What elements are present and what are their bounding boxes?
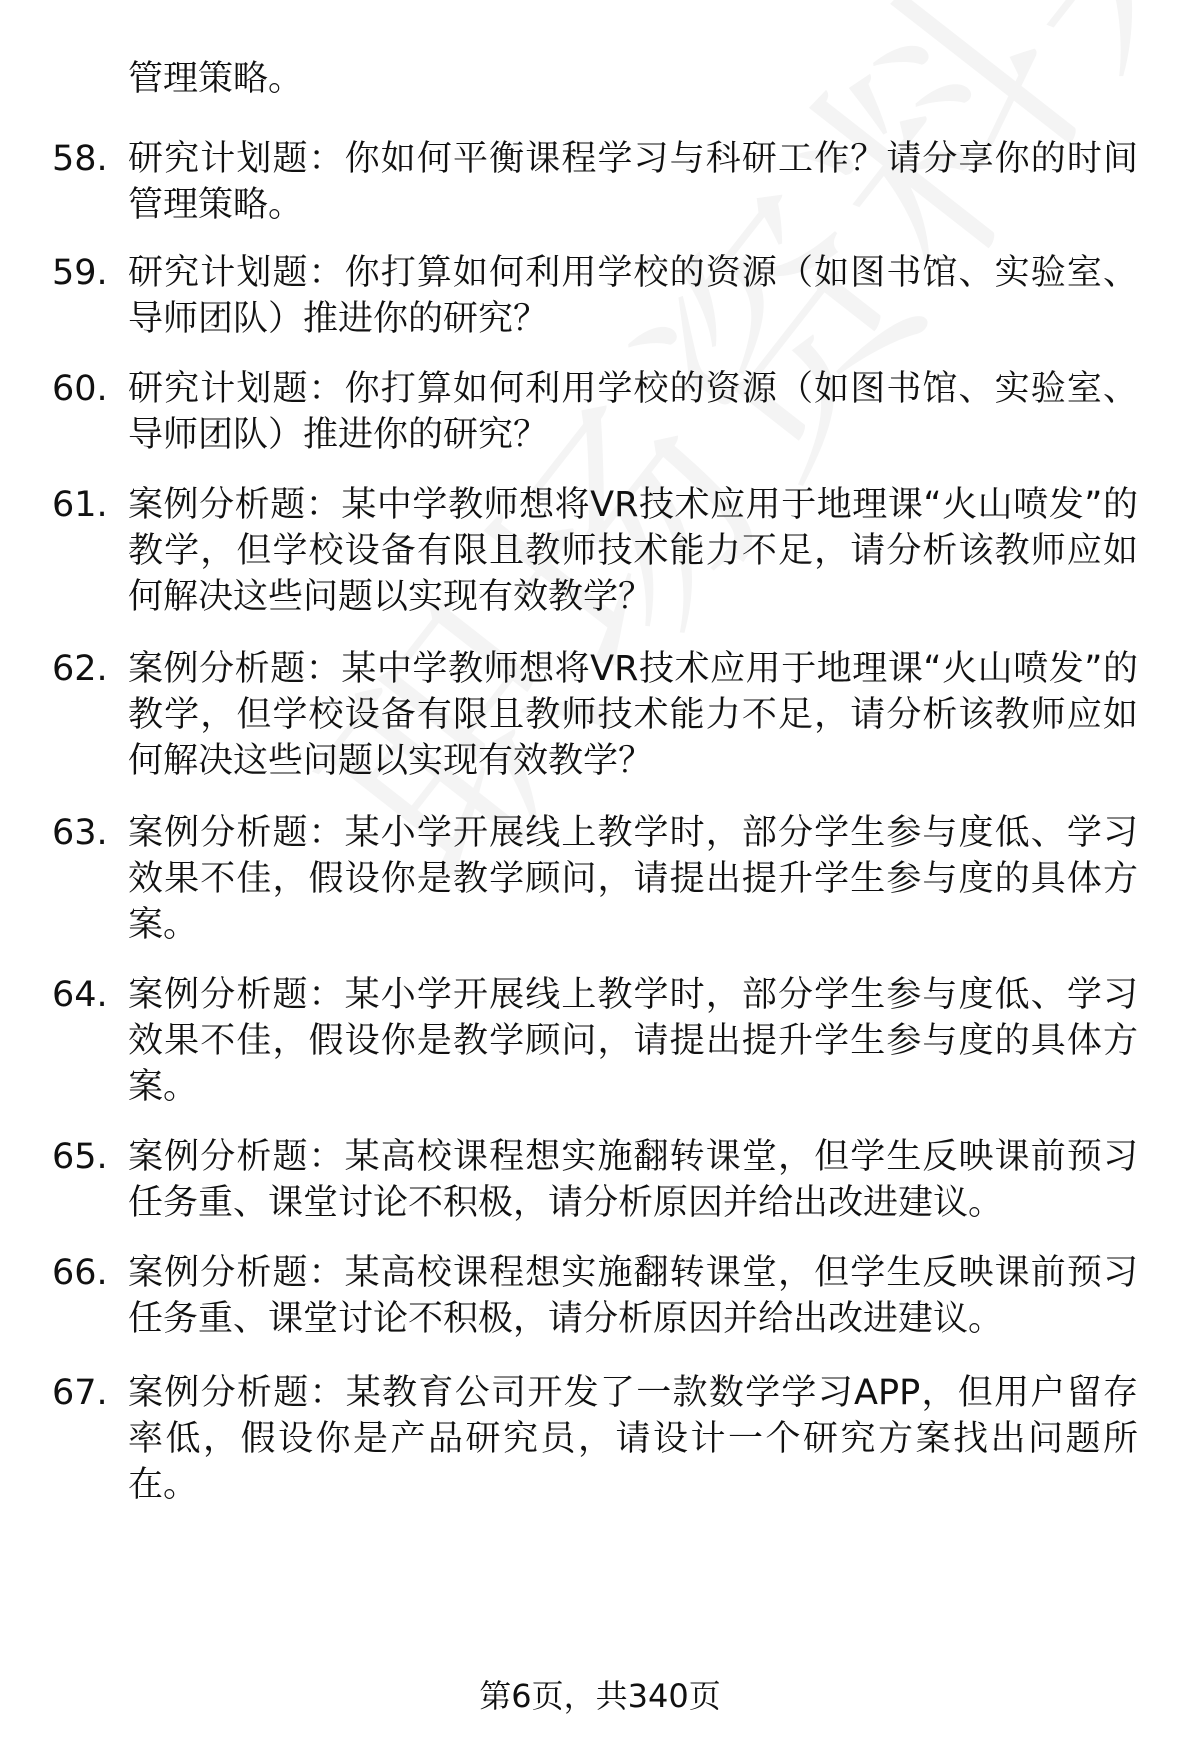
question-text: 研究计划题：你打算如何利用学校的资源（如图书馆、实验室、导师团队）推进你的研究？ [128,253,1138,339]
question-number: 60. [52,369,108,409]
question-text: 案例分析题：某高校课程想实施翻转课堂，但学生反映课前预习任务重、课堂讨论不积极，请分析原因并给出改进建议。 [128,1137,1138,1223]
question-text: 案例分析题：某高校课程想实施翻转课堂，但学生反映课前预习任务重、课堂讨论不积极，请分析原因并给出改进建议。 [128,1253,1138,1339]
question-number: 59. [52,253,108,293]
page-footer: 第6页，共340页 [479,1677,721,1715]
question-text: 案例分析题：某小学开展线上教学时，部分学生参与度低、学习效果不佳，假设你是教学顾问，请提出提升学生参与度的具体方案。 [128,813,1138,945]
question-text: 研究计划题：你如何平衡课程学习与科研工作？请分享你的时间管理策略。 [128,139,1138,225]
question-number: 58. [52,139,108,179]
question-text: 案例分析题：某教育公司开发了一款数学学习APP，但用户留存率低，假设你是产品研究员，请设计一个研究方案找出问题所在。 [128,1373,1138,1505]
question-text: 研究计划题：你打算如何利用学校的资源（如图书馆、实验室、导师团队）推进你的研究？ [128,369,1138,455]
question-number: 64. [52,975,108,1015]
question-text: 案例分析题：某中学教师想将VR技术应用于地理课“火山喷发”的教学，但学校设备有限且教师技术能力不足，请分析该教师应如何解决这些问题以实现有效教学？ [128,649,1138,781]
question-number: 61. [52,485,108,525]
question-number: 67. [52,1373,108,1413]
question-number: 62. [52,649,108,689]
question-text: 案例分析题：某小学开展线上教学时，部分学生参与度低、学习效果不佳，假设你是教学顾问，请提出提升学生参与度的具体方案。 [128,975,1138,1107]
question-text: 案例分析题：某中学教师想将VR技术应用于地理课“火山喷发”的教学，但学校设备有限且教师技术能力不足，请分析该教师应如何解决这些问题以实现有效教学？ [128,485,1138,617]
question-number: 63. [52,813,108,853]
question-number: 66. [52,1253,108,1293]
question-number: 65. [52,1137,108,1177]
continued-paragraph: 管理策略。 [128,59,304,99]
